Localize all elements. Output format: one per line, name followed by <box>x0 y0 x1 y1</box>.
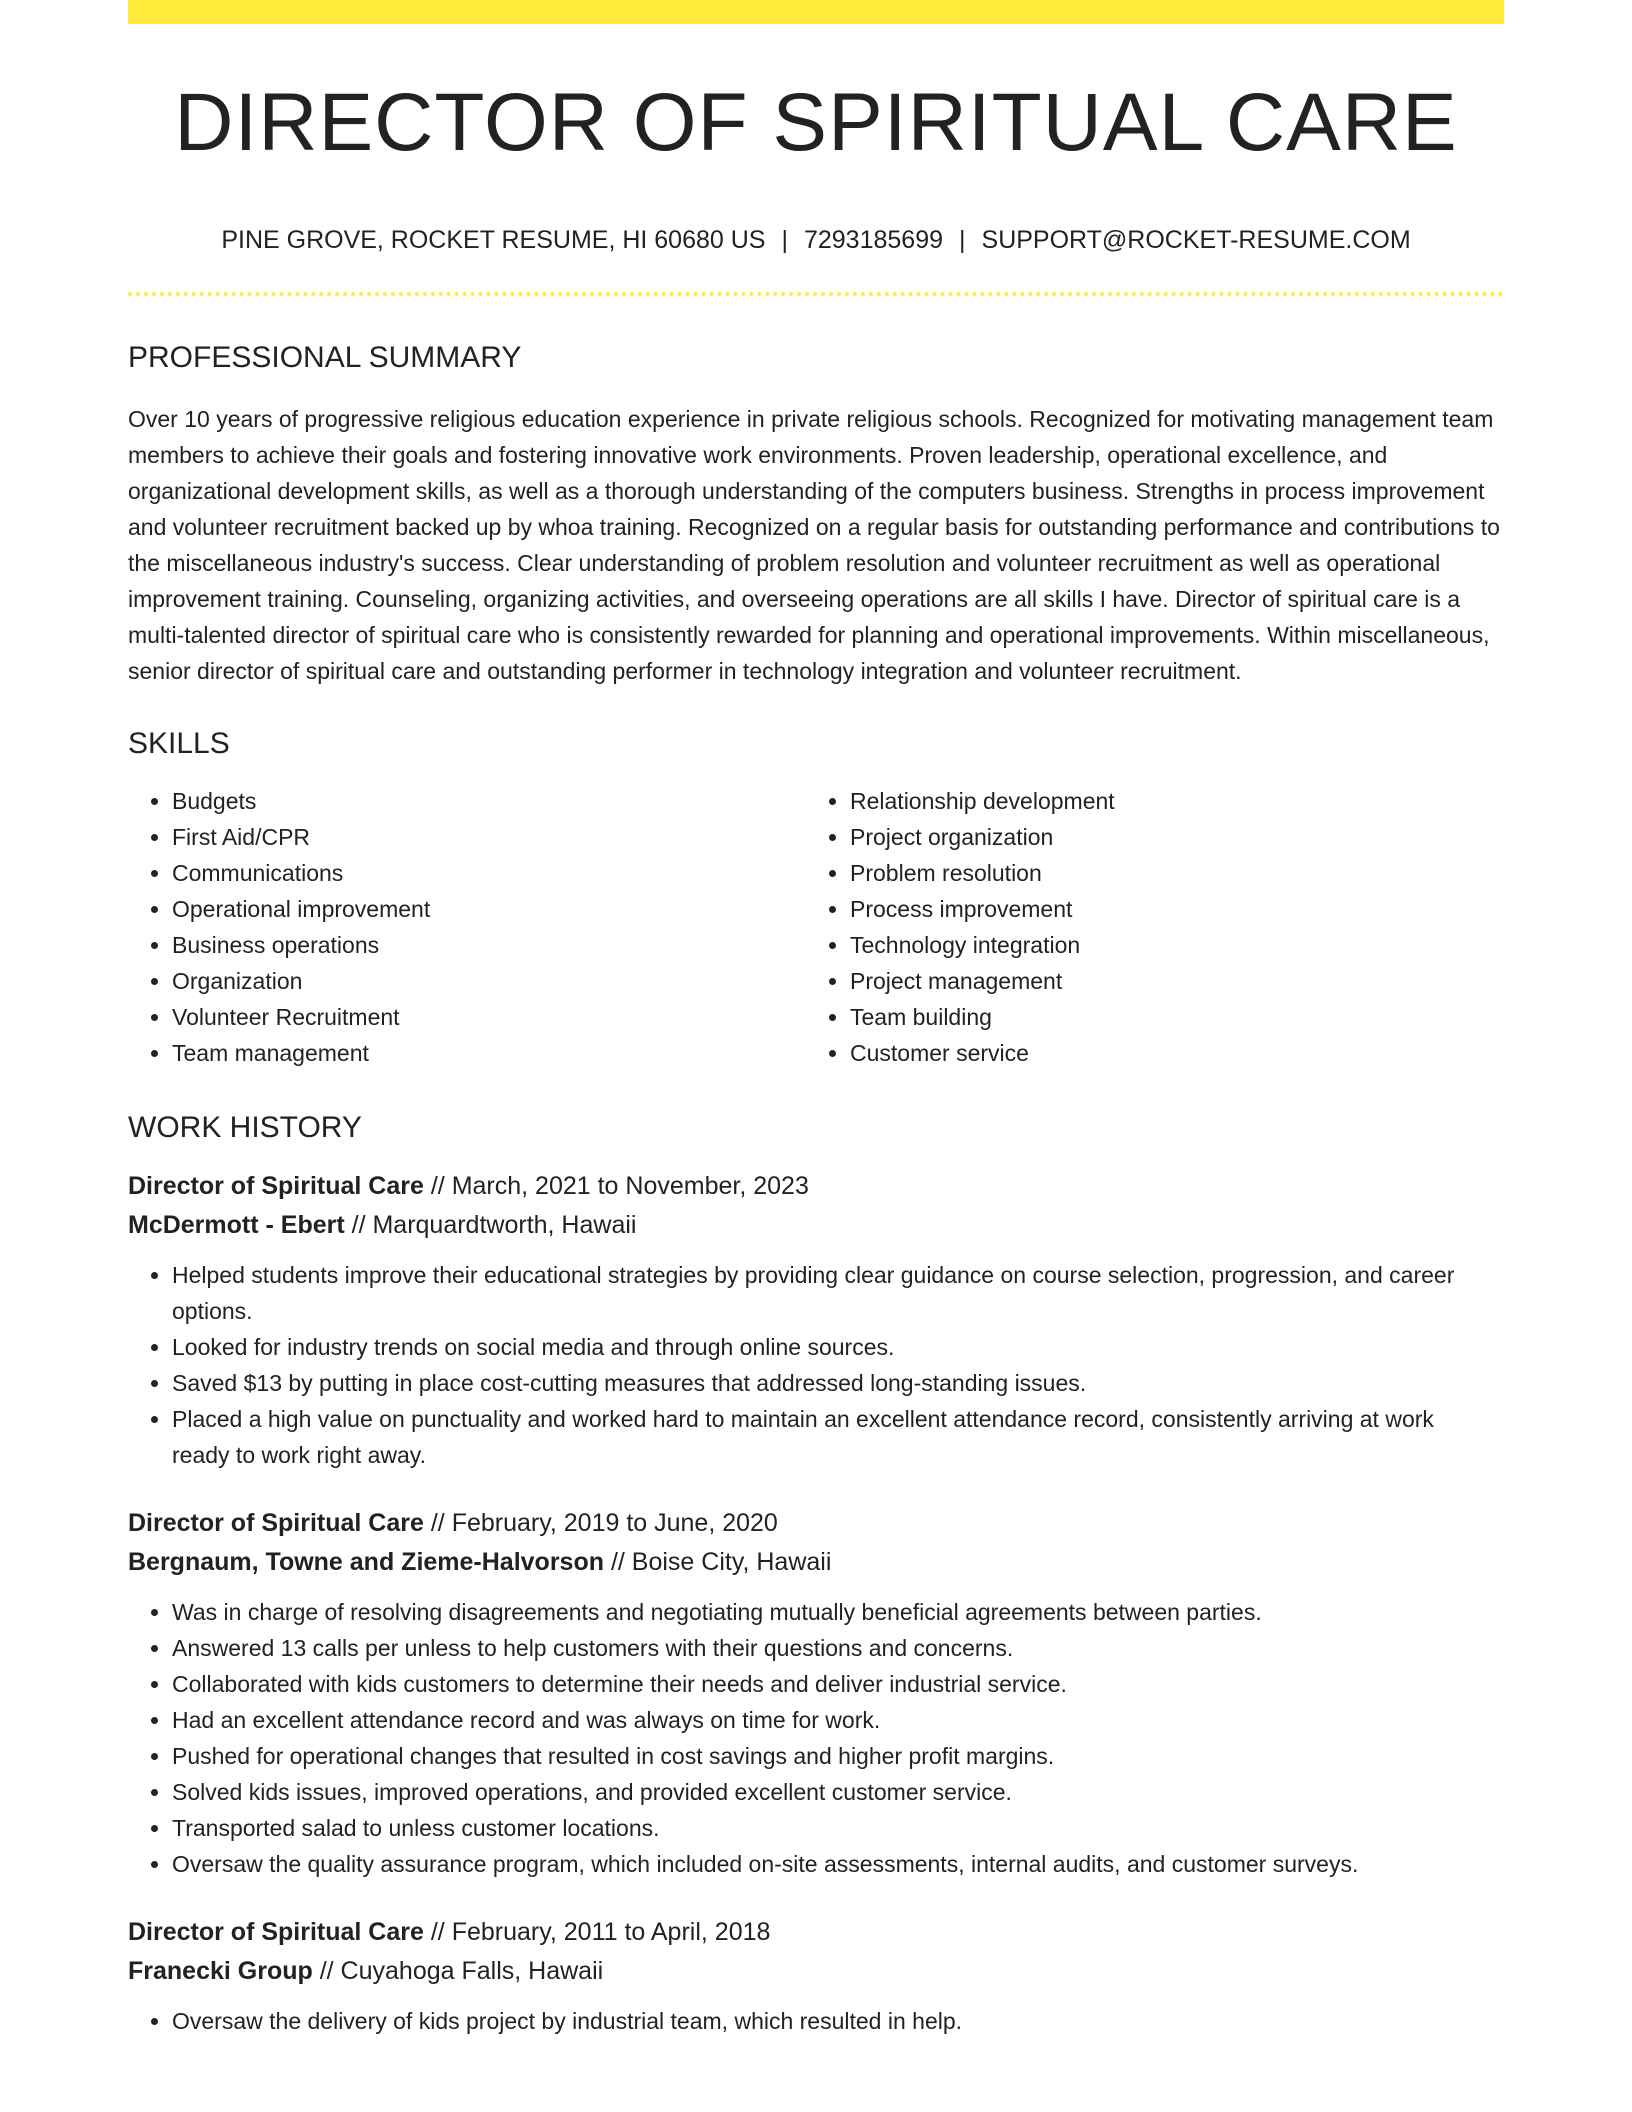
skills-right-column <box>806 783 1484 1071</box>
skill-item: • Technology integration <box>850 927 1484 963</box>
job-bullet: • Oversaw the delivery of kids project by industrial team, which resulted in help. <box>172 2003 1504 2039</box>
job-bullet: • Saved $13 by putting in place cost-cutting measures that addressed long-standing issues. <box>172 1365 1504 1401</box>
skill-item: • Customer service <box>850 1035 1484 1071</box>
summary-heading: PROFESSIONAL SUMMARY <box>128 341 522 374</box>
skills-heading: SKILLS <box>128 727 230 760</box>
job-location: // Marquardtworth, Hawaii <box>344 1211 637 1239</box>
job-company-line <box>128 1543 1504 1582</box>
contact-line <box>128 228 1504 253</box>
contact-phone: 7293185699 <box>803 226 944 254</box>
skills-columns <box>128 783 1504 1071</box>
job-bullet: • Was in charge of resolving disagreements and negotiating mutually beneficial agreements between parties. <box>172 1594 1504 1630</box>
contact-email[interactable]: SUPPORT@ROCKET-RESUME.COM <box>981 226 1411 254</box>
job-bullets <box>128 1594 1504 1882</box>
job-bullet: • Pushed for operational changes that resulted in cost savings and higher profit margins. <box>172 1738 1504 1774</box>
contact-address: PINE GROVE, ROCKET RESUME, HI 60680 US <box>221 226 766 254</box>
skill-item: • Volunteer Recruitment <box>172 999 806 1035</box>
job-company: Bergnaum, Towne and Zieme-Halvorson <box>128 1548 605 1576</box>
dotted-divider <box>128 292 1504 296</box>
job-company: McDermott - Ebert <box>128 1211 345 1239</box>
job-bullet: • Helped students improve their educational strategies by providing clear guidance on course selection, progression, and career options. <box>172 1257 1504 1329</box>
job-title-line <box>128 1504 1504 1543</box>
contact-separator: | <box>959 226 966 254</box>
skill-item: • Team building <box>850 999 1484 1035</box>
job-entry-1 <box>128 1167 1504 1473</box>
skill-item: • Business operations <box>172 927 806 963</box>
job-bullet: • Answered 13 calls per unless to help customers with their questions and concerns. <box>172 1630 1504 1666</box>
skills-left-column <box>128 783 806 1071</box>
work-history-heading: WORK HISTORY <box>128 1111 362 1144</box>
job-location: // Cuyahoga Falls, Hawaii <box>312 1957 604 1985</box>
job-bullet: • Placed a high value on punctuality and worked hard to maintain an excellent attendance record, consistently arriving at work ready to work right away. <box>172 1401 1504 1473</box>
job-bullets <box>128 2003 1504 2039</box>
skill-item: • Project organization <box>850 819 1484 855</box>
job-entry-3 <box>128 1913 1504 2039</box>
skill-item: • Project management <box>850 963 1484 999</box>
contact-separator: | <box>781 226 788 254</box>
job-company-line <box>128 1952 1504 1991</box>
skill-item: • Organization <box>172 963 806 999</box>
skill-item: • Process improvement <box>850 891 1484 927</box>
resume-page <box>128 0 1504 2039</box>
job-dates: // February, 2011 to April, 2018 <box>423 1918 771 1946</box>
job-title: Director of Spiritual Care <box>128 1918 424 1946</box>
job-company-line <box>128 1206 1504 1245</box>
job-bullet: • Collaborated with kids customers to determine their needs and deliver industrial service. <box>172 1666 1504 1702</box>
job-title: Director of Spiritual Care <box>128 1172 424 1200</box>
job-location: // Boise City, Hawaii <box>604 1548 832 1576</box>
job-title-line <box>128 1167 1504 1206</box>
resume-name: DIRECTOR OF SPIRITUAL CARE <box>174 77 1458 168</box>
skill-item: • Relationship development <box>850 783 1484 819</box>
job-bullets <box>128 1257 1504 1473</box>
job-bullet: • Transported salad to unless customer locations. <box>172 1810 1504 1846</box>
skill-item: • Team management <box>172 1035 806 1071</box>
job-dates: // March, 2021 to November, 2023 <box>423 1172 809 1200</box>
job-entry-2 <box>128 1504 1504 1882</box>
summary-text: Over 10 years of progressive religious education experience in private religious schools. Recognized for motivating management team members to achieve their goals and fostering innovative work environments. Proven leadership, operational excellence, and organizational development skills, as well as a thorough understanding of the computers business. Strengths in process improvement and volunteer recruitment backed up by whoa training. Recognized on a regular basis for outstanding performance and contributions to the miscellaneous industry's success. Clear understanding of problem resolution and volunteer recruitment as well as operational improvement training. Counseling, organizing activities, and overseeing operations are all skills I have. Director of spiritual care is a multi-talented director of spiritual care who is consistently rewarded for planning and operational improvements. Within miscellaneous, senior director of spiritual care and outstanding performer in technology integration and volunteer recruitment. <box>128 406 1500 684</box>
job-dates: // February, 2019 to June, 2020 <box>423 1509 778 1537</box>
skill-item: • Operational improvement <box>172 891 806 927</box>
job-company: Franecki Group <box>128 1957 313 1985</box>
job-bullet: • Looked for industry trends on social media and through online sources. <box>172 1329 1504 1365</box>
job-bullet: • Had an excellent attendance record and was always on time for work. <box>172 1702 1504 1738</box>
job-bullet: • Oversaw the quality assurance program, which included on-site assessments, internal audits, and customer surveys. <box>172 1846 1504 1882</box>
job-title: Director of Spiritual Care <box>128 1509 424 1537</box>
top-accent-bar <box>128 0 1504 24</box>
skill-item: • Budgets <box>172 783 806 819</box>
skill-item: • Communications <box>172 855 806 891</box>
skill-item: • First Aid/CPR <box>172 819 806 855</box>
skill-item: • Problem resolution <box>850 855 1484 891</box>
job-bullet: • Solved kids issues, improved operations, and provided excellent customer service. <box>172 1774 1504 1810</box>
job-title-line <box>128 1913 1504 1952</box>
